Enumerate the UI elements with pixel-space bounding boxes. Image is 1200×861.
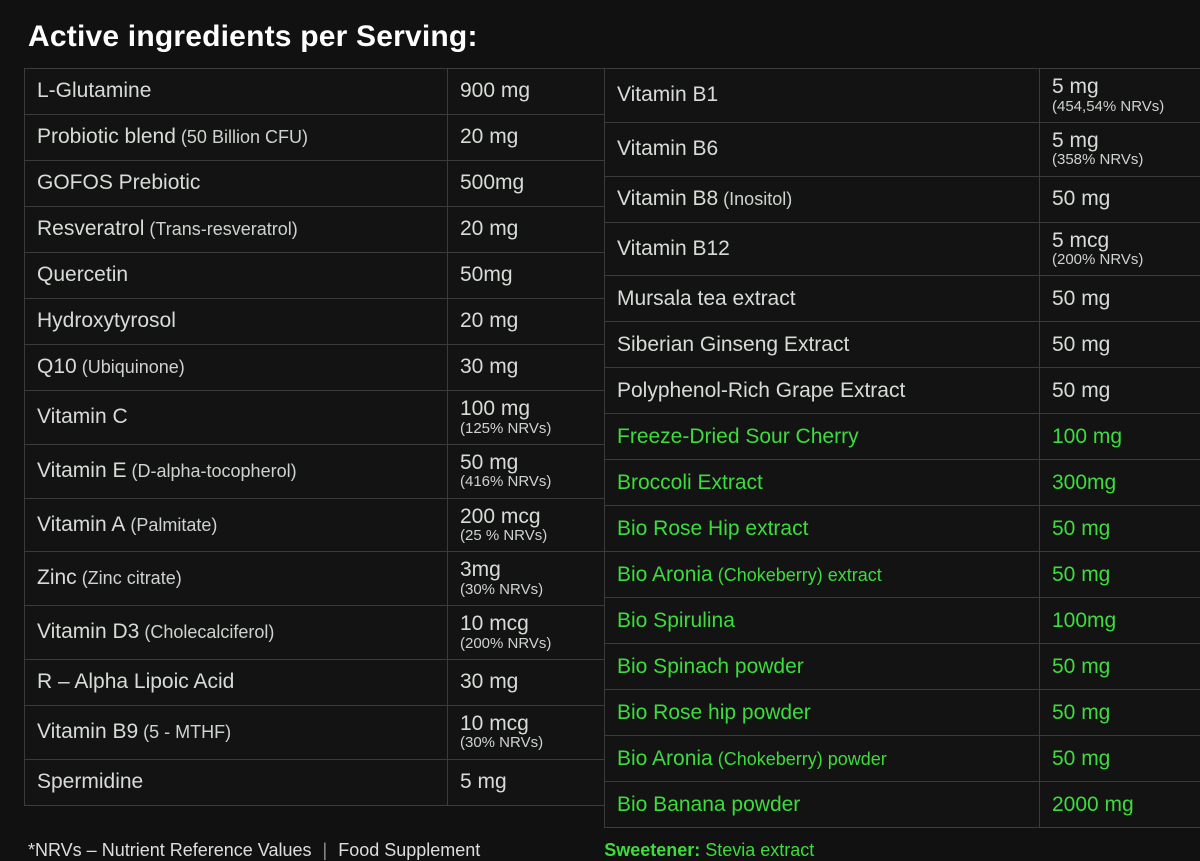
ingredient-amount-cell [1040,598,1200,644]
ingredient-name: R – Alpha Lipoic Acid [37,670,234,693]
ingredient-amount: 200 mcg [460,505,541,528]
table-row [605,782,1200,828]
ingredient-qualifier: (50 Billion CFU) [176,127,308,147]
ingredient-amount-cell [448,759,623,805]
ingredient-nrv: (125% NRVs) [460,420,612,437]
sweetener-label: Sweetener: [604,840,700,860]
ingredient-name-cell [25,705,448,759]
ingredient-amount-cell [1040,782,1200,828]
supplement-note: Food Supplement [338,840,480,860]
ingredient-name-cell [25,552,448,606]
ingredient-name-cell [605,782,1040,828]
table-row [25,345,623,391]
ingredient-qualifier: (Chokeberry) extract [713,565,882,585]
ingredient-amount-cell [1040,222,1200,276]
ingredient-name: Bio Aronia [617,563,713,586]
table-row [25,444,623,498]
table-row [25,115,623,161]
table-row [605,598,1200,644]
ingredient-name-cell [25,299,448,345]
ingredient-amount-cell [448,69,623,115]
ingredient-nrv: (454,54% NRVs) [1052,98,1200,115]
ingredient-name: Siberian Ginseng Extract [617,333,849,356]
table-row [605,736,1200,782]
footnotes [24,840,1176,861]
ingredient-name-cell [25,391,448,445]
table-row [605,322,1200,368]
ingredient-name-cell [605,176,1040,222]
ingredient-qualifier: (Zinc citrate) [77,568,182,588]
table-row [605,460,1200,506]
ingredient-name-cell [605,644,1040,690]
ingredient-amount-cell [1040,736,1200,782]
ingredient-amount-cell [1040,414,1200,460]
footnote-left [24,840,572,861]
table-row [605,552,1200,598]
ingredient-amount: 50 mg [1052,747,1110,770]
ingredient-qualifier: (Palmitate) [125,515,217,535]
page-title: Active ingredients per Serving: [28,20,1176,54]
ingredient-amount: 50 mg [1052,701,1110,724]
table-row [25,759,623,805]
ingredients-table-right [604,68,1200,828]
ingredient-amount: 30 mg [460,670,518,693]
ingredient-amount-cell [448,161,623,207]
ingredient-name: Probiotic blend [37,125,176,148]
ingredient-amount: 50 mg [1052,563,1110,586]
ingredient-qualifier: (Ubiquinone) [77,357,185,377]
ingredient-amount-cell [448,498,623,552]
ingredient-amount: 30 mg [460,355,518,378]
ingredient-qualifier: (D-alpha-tocopherol) [127,461,297,481]
ingredient-name: Vitamin A [37,513,125,536]
ingredient-amount: 10 mcg [460,612,529,635]
ingredient-name: Bio Spinach powder [617,655,804,678]
ingredient-amount-cell [448,444,623,498]
ingredient-amount: 300mg [1052,471,1116,494]
ingredient-name: Bio Rose hip powder [617,701,811,724]
ingredient-name: L-Glutamine [37,79,151,102]
tables-container [24,68,1176,828]
table-row [25,552,623,606]
ingredient-amount: 5 mg [1052,129,1099,152]
ingredient-name-cell [25,161,448,207]
ingredient-name: Mursala tea extract [617,287,796,310]
table-row [25,606,623,660]
left-column [24,68,576,806]
ingredient-amount: 100mg [1052,609,1116,632]
ingredient-name-cell [605,736,1040,782]
ingredient-amount: 50 mg [460,451,518,474]
ingredient-qualifier: (Chokeberry) powder [713,749,887,769]
table-row [25,253,623,299]
ingredient-amount-cell [1040,644,1200,690]
ingredient-amount: 50mg [460,263,513,286]
ingredient-name-cell [25,444,448,498]
table-row [25,161,623,207]
ingredient-name-cell [25,69,448,115]
ingredient-name-cell [605,322,1040,368]
ingredient-name-cell [605,552,1040,598]
table-row [25,299,623,345]
ingredient-qualifier: (Trans-resveratrol) [144,219,297,239]
ingredient-amount: 900 mg [460,79,530,102]
ingredient-name: Zinc [37,566,77,589]
nrv-note: *NRVs – Nutrient Reference Values [28,840,311,860]
sweetener-value: Stevia extract [705,840,814,860]
ingredient-amount: 50 mg [1052,287,1110,310]
ingredient-name-cell [605,414,1040,460]
ingredient-amount: 2000 mg [1052,793,1134,816]
ingredient-nrv: (200% NRVs) [460,635,612,652]
ingredient-name-cell [605,69,1040,123]
ingredient-name: Bio Rose Hip extract [617,517,808,540]
ingredient-name: Resveratrol [37,217,144,240]
ingredient-name: Polyphenol-Rich Grape Extract [617,379,905,402]
ingredient-nrv: (30% NRVs) [460,734,612,751]
ingredient-amount-cell [448,659,623,705]
ingredient-name: Vitamin B1 [617,83,718,106]
ingredient-amount: 10 mcg [460,712,529,735]
ingredient-name: Bio Aronia [617,747,713,770]
ingredient-name: Broccoli Extract [617,471,763,494]
ingredient-nrv: (358% NRVs) [1052,151,1200,168]
ingredient-amount-cell [448,253,623,299]
ingredient-name-cell [605,690,1040,736]
table-row [25,69,623,115]
ingredient-amount: 20 mg [460,309,518,332]
ingredient-amount: 5 mg [460,770,507,793]
table-row [25,207,623,253]
ingredient-name-cell [25,115,448,161]
ingredient-nrv: (25 % NRVs) [460,527,612,544]
ingredient-name: Hydroxytyrosol [37,309,176,332]
ingredient-name-cell [605,598,1040,644]
ingredient-amount: 5 mcg [1052,229,1109,252]
ingredient-name-cell [605,506,1040,552]
ingredient-name: Vitamin B6 [617,137,718,160]
ingredient-nrv: (30% NRVs) [460,581,612,598]
ingredient-nrv: (416% NRVs) [460,473,612,490]
ingredient-amount: 20 mg [460,217,518,240]
ingredient-amount: 50 mg [1052,517,1110,540]
table-row [605,690,1200,736]
table-row [605,414,1200,460]
table-row [25,659,623,705]
ingredients-table-left [24,68,623,806]
ingredient-name-cell [605,122,1040,176]
ingredient-amount: 20 mg [460,125,518,148]
ingredient-amount-cell [448,345,623,391]
ingredient-amount-cell [448,606,623,660]
ingredient-qualifier: (Inositol) [718,189,792,209]
ingredient-amount-cell [1040,506,1200,552]
ingredient-amount: 100 mg [1052,425,1122,448]
ingredient-name: Freeze-Dried Sour Cherry [617,425,859,448]
ingredient-name-cell [25,659,448,705]
ingredient-amount-cell [448,391,623,445]
table-row [605,644,1200,690]
table-row [605,368,1200,414]
ingredient-amount-cell [448,705,623,759]
ingredient-amount-cell [1040,69,1200,123]
ingredient-name: GOFOS Prebiotic [37,171,200,194]
ingredient-amount-cell [1040,276,1200,322]
ingredient-name: Vitamin B8 [617,187,718,210]
ingredient-name: Vitamin B12 [617,237,730,260]
table-row [605,122,1200,176]
footnote-right [600,840,1176,861]
table-row [605,176,1200,222]
ingredient-amount-cell [1040,322,1200,368]
ingredient-amount: 50 mg [1052,333,1110,356]
table-row [25,498,623,552]
right-column [604,68,1184,828]
table-row [605,69,1200,123]
ingredient-name-cell [605,222,1040,276]
ingredient-name-cell [25,253,448,299]
ingredient-amount-cell [1040,460,1200,506]
ingredient-amount: 50 mg [1052,655,1110,678]
table-row [25,705,623,759]
table-row [605,506,1200,552]
ingredient-nrv: (200% NRVs) [1052,251,1200,268]
ingredient-amount: 5 mg [1052,75,1099,98]
ingredient-name: Q10 [37,355,77,378]
ingredient-amount: 50 mg [1052,379,1110,402]
footnote-separator: | [317,840,334,860]
ingredient-amount-cell [448,552,623,606]
ingredient-amount: 3mg [460,558,501,581]
ingredient-amount-cell [448,115,623,161]
ingredient-name: Vitamin B9 [37,720,138,743]
ingredient-name-cell [25,498,448,552]
ingredient-amount: 100 mg [460,397,530,420]
ingredient-name-cell [25,207,448,253]
ingredient-name-cell [605,276,1040,322]
ingredient-amount-cell [448,299,623,345]
ingredient-name-cell [605,460,1040,506]
ingredient-qualifier: (5 - MTHF) [138,722,231,742]
ingredient-amount: 500mg [460,171,524,194]
ingredient-name: Vitamin C [37,405,128,428]
ingredient-amount-cell [1040,552,1200,598]
ingredient-qualifier: (Cholecalciferol) [139,622,274,642]
ingredient-amount-cell [1040,368,1200,414]
ingredient-amount-cell [1040,690,1200,736]
ingredient-amount-cell [1040,122,1200,176]
ingredient-name: Vitamin D3 [37,620,139,643]
table-row [25,391,623,445]
ingredient-amount: 50 mg [1052,187,1110,210]
table-row [605,276,1200,322]
ingredient-amount-cell [1040,176,1200,222]
table-row [605,222,1200,276]
ingredient-name-cell [25,606,448,660]
ingredient-amount-cell [448,207,623,253]
ingredient-name: Quercetin [37,263,128,286]
ingredient-name-cell [25,345,448,391]
ingredient-name: Spermidine [37,770,143,793]
ingredient-name: Bio Spirulina [617,609,735,632]
ingredient-name-cell [605,368,1040,414]
ingredient-name: Bio Banana powder [617,793,800,816]
ingredient-name: Vitamin E [37,459,127,482]
ingredient-name-cell [25,759,448,805]
